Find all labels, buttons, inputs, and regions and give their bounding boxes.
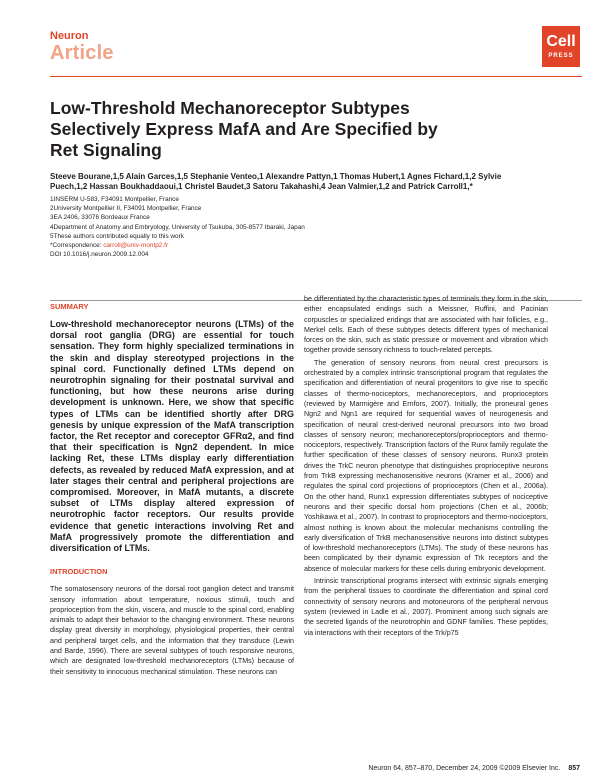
summary-text: Low-threshold mechanoreceptor neurons (LTMs) of the dorsal root ganglia (DRG) are essential for touch sensation. They form highly specialized terminations in the skin and display stereotyped projections in the spinal cord. Functionally defined LTMs depend on neurotrophin signaling for their postnatal survival and functioning, but how these neurons arise during development is unknown. Here, we show that specific types of LTMs can be identified shortly after DRG genesis by unique expression of the MafA transcription factor, the Ret receptor and coreceptor GFRα2, and find that their specification is Ngn2 dependent. In mice lacking Ret, these LTMs display early differentiation defects, as revealed by reduced MafA expression, and at later stages their central and peripheral projections are compromised. Moreover, in MafA mutants, a discrete subset of LTMs display altered expression of neurotrophic factor receptors. Our results provide evidence that genetic interactions involving Ret and MafA progressively promote the differentiation and diversification of LTMs. (50, 319, 294, 554)
logo-line-2: PRESS (548, 53, 574, 59)
body-paragraph-2: The generation of sensory neurons from neural crest precursors is orchestrated by a complex intrinsic transcriptional program that regulates the specification and differentiation of neural progenitors to give rise to specific classes of thermo-nociceptors, mechanoreceptors, and proprioceptors (reviewed by Marmigère and Ernfors, 2007). Initially, the proneural genes Ngn2 and Ngn1 are required for sequential waves of neurogenesis and specification of neural crest-derived neuronal precursors into two broad classes of sensory neuron; mechanoreceptors/proprioceptors and thermo-nociceptors, respectively. Transcription factors of the Runx family regulate the further specification of these classes of sensory neurons. Runx3 protein drives the TrkC neuron phenotype that distinguishes proprioceptive neurons from TrkB expressing mechanosensitive neurons (Kramer et al., 2006) and regulates the spinal cord projections of proprioceptors (Chen et al., 2006a). On the other hand, Runx1 expression differentiates subtypes of nociceptive neurons and their specific dorsal horn projections (Chen et al., 2006b; Yoshikawa et al., 2007). In contrast to proprioceptors and thermo-nociceptors, almost nothing is known about the molecular mechanisms controlling the early diversification of TrkB mechanosensitive neurons into distinct subtypes of low-threshold mechanoreceptors (LTMs). The study of these neurons has been complicated by their dynamic expression of Trk receptors and the absence of molecular markers for these cells during embryonic development. (304, 358, 548, 573)
doi-line: DOI 10.1016/j.neuron.2009.12.004 (50, 251, 149, 259)
body-paragraph-3: Intrinsic transcriptional programs intersect with extrinsic signals emerging from the peripheral tissues to coordinate the differentiation and spinal cord connectivity of sensory neurons and motoneurons of the peripheral nervous system (reviewed in Ladle et al., 2007). Prominent among such signals are the secreted ligands of the neurotrophin and GDNF families. These peptides, via interactions with their receptors of the Trk/p75 (304, 577, 548, 637)
article-type-label: Article (50, 42, 114, 64)
correspondence-line (50, 241, 530, 250)
affiliation-3: 3EA 2406, 33076 Bordeaux France (50, 214, 150, 222)
affiliation-2: 2University Montpellier II, F34091 Montpellier, France (50, 205, 202, 213)
right-column (304, 294, 548, 638)
header-rule (50, 76, 582, 77)
affiliations-block (50, 195, 530, 259)
summary-heading: SUMMARY (50, 302, 89, 311)
correspondence-label: *Correspondence: (50, 242, 104, 250)
author-list: Steeve Bourane,1,5 Alain Garces,1,5 Stephanie Venteo,1 Alexandre Pattyn,1 Thomas Hubert,1 Agnes Fichard,1,2 Sylvie Puech,1,2 Hassan Boukhaddaoui,1 Christel Baudet,3 Satoru Takahashi,4 Jean Valmier,1,2 and Patrick Carroll1,* (50, 172, 502, 191)
journal-name: Neuron (50, 30, 89, 42)
logo-line-1: Cell (546, 33, 576, 50)
body-paragraph-1: be differentiated by the characteristic types of terminals they form in the skin, either encapsulated endings such a Meissner, Ruffini, and Pacinian corpuscles or specialized endings that are associated with hair follicles, e.g., Merkel cells. Each of these subtypes detects different types of mechanical forces on the skin, such as static pressure or movement and vibration which together provide sensory richness to touch-related percepts. (304, 295, 548, 355)
affiliation-4: 4Department of Anatomy and Embryology, University of Tsukuba, 305-8577 Ibaraki, Japan (50, 223, 305, 231)
page-footer (368, 765, 580, 772)
affiliation-1: 1INSERM U-583, F34091 Montpellier, France (50, 196, 179, 203)
affiliation-5: 5These authors contributed equally to this work (50, 232, 184, 240)
introduction-paragraph-1: The somatosensory neurons of the dorsal root ganglion detect and transmit sensory information about temperature, noxious stimuli, touch and proprioception from the skin, viscera, and muscle to the spinal cord, enabling animals to adapt their behavior to the changing environment. These neurons display great diversity in morphology, physiological properties, their central and peripheral target cells, and the information that they transduce (Lewin and Barde, 1996). There are several subtypes of touch responsive neurons, which are designated low-threshold mechanoreceptors (LTMs) because of their sensitivity to innocuous mechanical stimulation. These neurons can (50, 585, 294, 676)
cell-press-logo (542, 26, 580, 67)
correspondence-email-link[interactable]: carroll@univ-montp2.fr (103, 242, 169, 250)
introduction-heading: INTRODUCTION (50, 567, 108, 577)
page-number: 857 (568, 765, 580, 772)
left-column (50, 294, 294, 677)
article-title: Low-Threshold Mechanoreceptor Subtypes Selectively Express MafA and Are Specified by Ret Signaling (50, 98, 438, 160)
footer-citation: Neuron 64, 857–870, December 24, 2009 ©2009 Elsevier Inc. (368, 765, 561, 772)
